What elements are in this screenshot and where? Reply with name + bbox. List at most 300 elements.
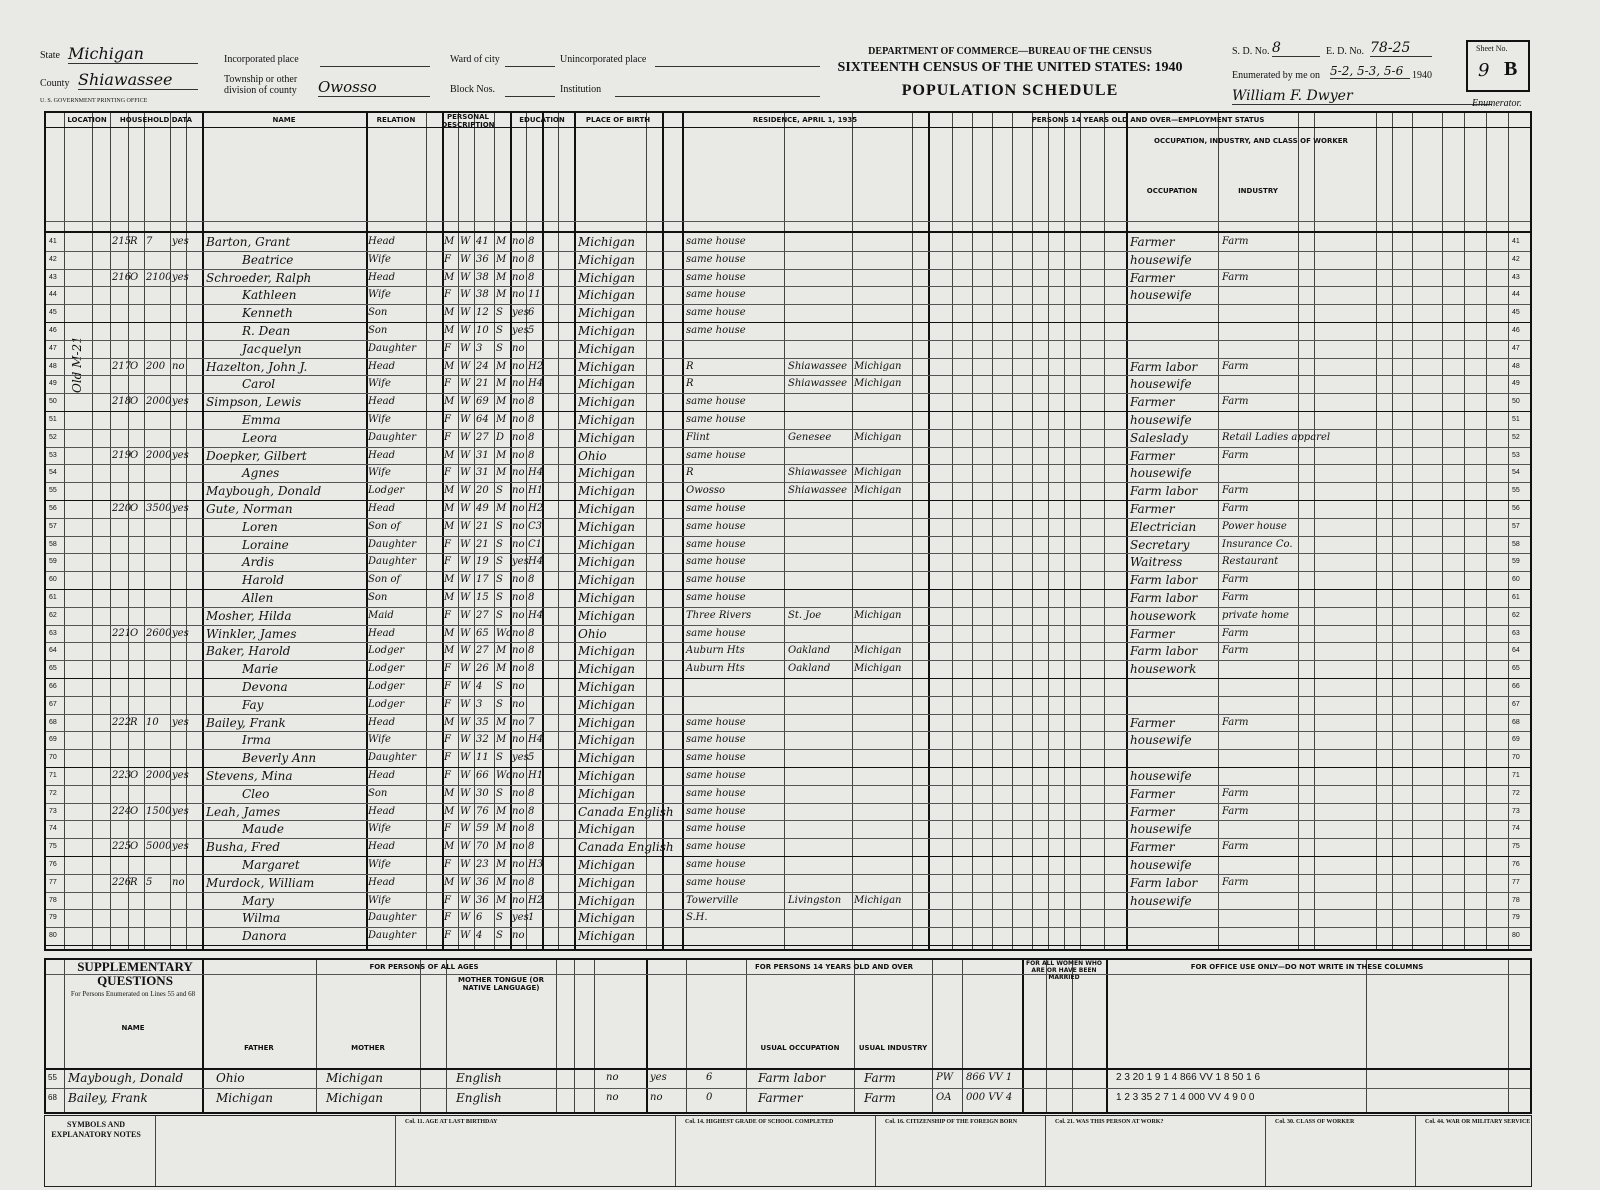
birthplace: Michigan	[578, 519, 635, 534]
residence-city: same house	[686, 574, 746, 586]
school-attendance: no	[512, 236, 525, 247]
supp-usual-industry: Farm	[864, 1071, 896, 1085]
sex: F	[444, 538, 451, 550]
line-number: 54	[1512, 469, 1520, 477]
race: W	[460, 592, 471, 603]
race: W	[460, 805, 471, 817]
line-number: 64	[49, 647, 57, 655]
home-value: 2000	[146, 449, 172, 461]
person-name: Doepker, Gilbert	[206, 448, 307, 463]
age: 17	[476, 574, 489, 586]
line-number: 71	[1512, 772, 1520, 779]
line-number: 49	[49, 380, 57, 388]
occupation: housewife	[1130, 893, 1192, 908]
grade: 5	[528, 325, 535, 336]
residence-state: Michigan	[854, 431, 902, 443]
residence-city: Auburn Hts	[686, 645, 745, 657]
birthplace: Michigan	[578, 377, 635, 392]
birthplace: Michigan	[578, 662, 635, 677]
enumerated-value: 5-2, 5-3, 5-6	[1330, 64, 1410, 79]
industry: Farm	[1222, 876, 1249, 888]
residence-city: R	[686, 378, 694, 390]
line-number: 57	[1512, 522, 1520, 530]
relation: Daughter	[368, 912, 416, 924]
occupation: Farm labor	[1130, 644, 1198, 659]
farm-indicator: O	[130, 271, 139, 283]
line-number: 77	[49, 878, 57, 886]
relation: Head	[368, 716, 396, 728]
relation: Head	[368, 627, 396, 639]
occupation: Farmer	[1130, 270, 1175, 285]
line-number: 66	[49, 683, 57, 690]
relation: Daughter	[368, 538, 416, 550]
person-name: Emma	[242, 413, 281, 427]
residence-county: St. Joe	[788, 609, 822, 621]
grade: H3	[528, 859, 544, 870]
school-attendance: no	[512, 627, 525, 639]
supp-code: 000 VV 4	[966, 1092, 1013, 1103]
school-attendance: no	[512, 609, 525, 621]
block-label: Block Nos.	[450, 84, 495, 95]
person-name: Marie	[242, 662, 279, 677]
rented-flag: yes	[172, 841, 189, 853]
rented-flag: yes	[172, 770, 189, 781]
marital-status: M	[496, 449, 507, 461]
age: 23	[476, 859, 489, 870]
home-value: 200	[146, 360, 166, 372]
house-number: 215	[112, 236, 132, 247]
line-number: 41	[1512, 238, 1520, 245]
marital-status: M	[496, 894, 507, 906]
grade: 1	[528, 912, 535, 924]
school-attendance: no	[512, 859, 525, 870]
house-number: 220	[112, 503, 132, 514]
birthplace: Canada English	[578, 804, 674, 819]
home-value: 3500	[146, 503, 172, 514]
race: W	[460, 645, 471, 657]
relation: Daughter	[368, 342, 416, 354]
person-name: Simpson, Lewis	[206, 395, 302, 410]
race: W	[460, 681, 471, 692]
line-number: 44	[1512, 291, 1520, 299]
school-attendance: no	[512, 396, 525, 408]
residence-state: Michigan	[854, 663, 902, 675]
race: W	[460, 485, 471, 497]
enumerator-value: William F. Dwyer	[1232, 88, 1492, 105]
sex: M	[444, 503, 455, 514]
rented-flag: yes	[172, 449, 189, 461]
birthplace: Michigan	[578, 822, 635, 837]
relation: Wife	[368, 823, 391, 835]
person-name: Danora	[242, 929, 287, 944]
grade: H1	[528, 485, 544, 497]
supplementary-section	[44, 958, 1532, 1114]
residence-city: R	[686, 467, 694, 479]
location-header: LOCATION	[67, 116, 107, 124]
notes-symbols: SYMBOLS AND EXPLANATORY NOTES	[51, 1120, 141, 1139]
marital-status: M	[496, 734, 507, 746]
occupation: Farmer	[1130, 448, 1175, 463]
person-name: Leora	[242, 430, 278, 445]
school-attendance: no	[512, 360, 525, 372]
industry: Farm	[1222, 645, 1249, 657]
marital-status: S	[496, 609, 503, 621]
supp-veteran: no	[606, 1072, 619, 1083]
home-value: 2600	[146, 627, 172, 639]
state-label: State	[40, 50, 60, 61]
sheet-number-box	[1466, 40, 1530, 92]
line-number: 52	[1512, 433, 1520, 441]
sex: F	[444, 609, 451, 621]
line-number: 80	[49, 932, 57, 940]
occupation: housewife	[1130, 822, 1192, 837]
institution-label: Institution	[560, 84, 602, 95]
residence-city: same house	[686, 289, 746, 301]
sex: M	[444, 805, 455, 817]
grade: 5	[528, 752, 535, 764]
house-number: 224	[112, 805, 132, 817]
sex: M	[444, 271, 455, 283]
race: W	[460, 538, 471, 550]
rented-flag: yes	[172, 396, 189, 408]
grade: 8	[528, 805, 535, 817]
race: W	[460, 787, 471, 799]
line-number: 73	[1512, 807, 1520, 815]
home-value: 2000	[146, 396, 172, 408]
marital-status: M	[496, 414, 507, 425]
relation: Wife	[368, 414, 391, 425]
school-attendance: no	[512, 770, 525, 781]
marital-status: M	[496, 841, 507, 853]
relation: Head	[368, 449, 396, 461]
school-attendance: yes	[512, 912, 529, 924]
notes-col30: Col. 30. CLASS OF WORKER	[1275, 1119, 1355, 1125]
marital-status: M	[496, 859, 507, 870]
relation: Lodger	[368, 698, 405, 710]
school-attendance: no	[512, 823, 525, 835]
industry: Farm	[1222, 236, 1249, 247]
marital-status: S	[496, 930, 503, 942]
enumerator-label: Enumerator.	[1472, 98, 1522, 109]
age: 36	[476, 253, 489, 265]
grade: 8	[528, 236, 535, 247]
school-attendance: no	[512, 841, 525, 853]
residence-county: Genesee	[788, 431, 832, 443]
house-number: 218	[112, 396, 132, 408]
age: 65	[476, 627, 489, 639]
farm-indicator: O	[130, 449, 139, 461]
line-number: 56	[1512, 505, 1520, 512]
birthplace: Michigan	[578, 875, 635, 890]
line-number: 76	[49, 861, 57, 868]
age: 19	[476, 556, 489, 568]
line-number: 68	[49, 718, 57, 726]
industry: Restaurant	[1222, 556, 1279, 568]
notes-col16: Col. 16. CITIZENSHIP OF THE FOREIGN BORN	[885, 1119, 1018, 1125]
person-name: Fay	[242, 697, 264, 712]
residence-city: same house	[686, 823, 746, 835]
school-attendance: no	[512, 467, 525, 479]
residence-city: same house	[686, 325, 746, 336]
residence-city: same house	[686, 859, 746, 870]
age: 6	[476, 912, 483, 924]
supp-veteran: no	[606, 1092, 619, 1103]
person-name: Harold	[242, 573, 285, 588]
line-number: 60	[1512, 576, 1520, 584]
grade: 8	[528, 592, 535, 603]
occupation: Farm labor	[1130, 875, 1198, 890]
supp-mother-birthplace: Michigan	[326, 1091, 383, 1105]
supp-class-of-worker: OA	[936, 1092, 952, 1103]
residence-city: R	[686, 360, 694, 372]
school-attendance: no	[512, 716, 525, 728]
birthplace: Michigan	[578, 929, 635, 944]
line-number: 80	[1512, 932, 1520, 940]
marital-status: S	[496, 681, 503, 692]
grade: H2	[528, 894, 544, 906]
marital-status: M	[496, 467, 507, 479]
ward-label: Ward of city	[450, 54, 500, 65]
relation-header: RELATION	[376, 116, 416, 124]
relation: Head	[368, 770, 396, 781]
occupation: Farmer	[1130, 715, 1175, 730]
residence-city: same house	[686, 236, 746, 247]
age: 4	[476, 930, 483, 942]
birthplace: Michigan	[578, 395, 635, 410]
industry: private home	[1222, 609, 1289, 621]
supp-language: English	[456, 1071, 502, 1085]
age: 12	[476, 307, 489, 319]
house-number: 216	[112, 271, 132, 283]
marital-status: S	[496, 342, 503, 354]
birthplace: Michigan	[578, 288, 635, 303]
line-number: 72	[49, 789, 57, 797]
school-attendance: no	[512, 574, 525, 586]
sex: F	[444, 752, 451, 764]
residence-county: Shiawassee	[788, 360, 848, 372]
person-name: Stevens, Mina	[206, 769, 293, 783]
industry: Retail Ladies apparel	[1222, 431, 1331, 443]
occupation: housework	[1130, 608, 1197, 623]
line-number: 41	[49, 238, 57, 245]
sex: M	[444, 841, 455, 853]
birthplace: Michigan	[578, 911, 635, 926]
line-number: 62	[1512, 611, 1520, 619]
marital-status: M	[496, 236, 507, 247]
line-number: 50	[49, 398, 57, 406]
house-number: 222	[112, 716, 132, 728]
sex: M	[444, 325, 455, 336]
school-attendance: no	[512, 449, 525, 461]
sex: F	[444, 378, 451, 390]
age: 31	[476, 449, 489, 461]
residence-city: same house	[686, 752, 746, 764]
occupation: housewife	[1130, 858, 1192, 872]
supp-social-security: no	[650, 1092, 663, 1103]
line-number: 67	[49, 700, 57, 708]
race: W	[460, 609, 471, 621]
line-number: 47	[1512, 344, 1520, 352]
line-number: 51	[49, 416, 57, 423]
supp-person-name: Maybough, Donald	[68, 1071, 184, 1085]
residence-state: Michigan	[854, 378, 902, 390]
occupation: Electrician	[1130, 519, 1197, 534]
line-number: 44	[49, 291, 57, 299]
marital-status: S	[496, 698, 503, 710]
person-name: Jacquelyn	[242, 341, 302, 356]
occupation-col-header: OCCUPATION	[1146, 187, 1198, 195]
sex: F	[444, 698, 451, 710]
person-name: Cleo	[242, 786, 270, 801]
line-number: 65	[1512, 665, 1520, 673]
farm-indicator: R	[130, 716, 138, 728]
birthplace: Michigan	[578, 359, 635, 374]
grade: 8	[528, 627, 535, 639]
line-number: 77	[1512, 878, 1520, 886]
birthplace: Michigan	[578, 680, 635, 694]
marital-status: M	[496, 503, 507, 514]
race: W	[460, 449, 471, 461]
age: 36	[476, 876, 489, 888]
race: W	[460, 716, 471, 728]
school-attendance: no	[512, 520, 525, 532]
relation: Daughter	[368, 752, 416, 764]
birthplace: Michigan	[578, 466, 635, 481]
race: W	[460, 342, 471, 354]
line-number: 49	[1512, 380, 1520, 388]
birthplace: Michigan	[578, 306, 635, 321]
marital-status: S	[496, 574, 503, 586]
supp-name-col: NAME	[121, 1024, 145, 1032]
occupation: Farmer	[1130, 804, 1175, 819]
marital-status: Wd	[496, 627, 513, 639]
supp-social-security: yes	[650, 1072, 667, 1083]
birthplace: Michigan	[578, 324, 635, 338]
grade: H4	[528, 467, 544, 479]
line-number: 54	[49, 469, 57, 477]
industry: Farm	[1222, 627, 1249, 639]
age: 49	[476, 503, 489, 514]
occupation: housewife	[1130, 288, 1192, 303]
marital-status: S	[496, 787, 503, 799]
relation: Son	[368, 307, 388, 319]
supp-line-number: 55	[48, 1073, 57, 1082]
supp-language-col: MOTHER TONGUE (OR NATIVE LANGUAGE)	[458, 976, 544, 992]
grade: 11	[528, 289, 541, 301]
home-value: 2000	[146, 770, 172, 781]
sex: M	[444, 876, 455, 888]
grade: 8	[528, 431, 535, 443]
marital-status: M	[496, 823, 507, 835]
occupation: Farmer	[1130, 840, 1175, 855]
home-value: 2100	[146, 271, 172, 283]
occupation: Farm labor	[1130, 359, 1198, 374]
age: 59	[476, 823, 489, 835]
industry: Farm	[1222, 841, 1249, 853]
relation: Wife	[368, 734, 391, 746]
person-name: Carol	[242, 377, 276, 392]
sex: M	[444, 627, 455, 639]
birthplace: Michigan	[578, 751, 635, 766]
township-label: Township or other division of county	[224, 74, 298, 96]
grade: 6	[528, 307, 535, 319]
sex: M	[444, 787, 455, 799]
grade: C3	[528, 520, 543, 532]
sheet-label: Sheet No.	[1476, 44, 1508, 53]
row-divider	[46, 696, 1530, 697]
residence-header: RESIDENCE, APRIL 1, 1935	[752, 116, 858, 124]
sex: M	[444, 396, 455, 408]
occupation: Farmer	[1130, 235, 1175, 249]
notes-col11: Col. 11. AGE AT LAST BIRTHDAY	[405, 1119, 498, 1125]
supp-office-codes: 1 2 3 35 2 7 1 4 000 VV 4 9 0 0	[1116, 1092, 1255, 1103]
industry: Farm	[1222, 805, 1249, 817]
industry: Farm	[1222, 485, 1249, 497]
sex: M	[444, 307, 455, 319]
occupation: Waitress	[1130, 555, 1183, 570]
row-divider	[46, 945, 1530, 946]
sex: F	[444, 823, 451, 835]
grade: 8	[528, 787, 535, 799]
ed-label: E. D. No.	[1326, 46, 1365, 57]
occupation: housewife	[1130, 377, 1192, 392]
occupation: housewife	[1130, 733, 1192, 748]
residence-city: same house	[686, 556, 746, 568]
grade: 8	[528, 663, 535, 675]
age: 4	[476, 681, 483, 692]
race: W	[460, 325, 471, 336]
school-attendance: no	[512, 698, 525, 710]
sheet-side: B	[1504, 58, 1518, 80]
race: W	[460, 467, 471, 479]
supp-usual-occ-col: USUAL OCCUPATION	[760, 1044, 840, 1052]
industry: Insurance Co.	[1222, 538, 1293, 550]
farm-indicator: O	[130, 805, 139, 817]
residence-state: Michigan	[854, 485, 902, 497]
industry: Farm	[1222, 396, 1249, 408]
residence-county: Shiawassee	[788, 467, 848, 479]
line-number: 42	[49, 255, 57, 263]
grade: 8	[528, 253, 535, 265]
sex: F	[444, 342, 451, 354]
home-value: 1500	[146, 805, 172, 817]
age: 24	[476, 360, 489, 372]
township-value: Owosso	[318, 78, 430, 97]
sex: M	[444, 520, 455, 532]
birthplace: Michigan	[578, 341, 635, 356]
line-number: 75	[49, 843, 57, 851]
race: W	[460, 574, 471, 586]
birthplace: Michigan	[578, 555, 635, 570]
birthplace: Michigan	[578, 537, 635, 552]
rented-flag: no	[172, 360, 185, 372]
sex: M	[444, 592, 455, 603]
birthplace: Michigan	[578, 270, 635, 285]
grade: C1	[528, 538, 543, 550]
occupation: Farmer	[1130, 395, 1175, 410]
sex: F	[444, 770, 451, 781]
age: 10	[476, 325, 489, 336]
occupation-group-header: OCCUPATION, INDUSTRY, AND CLASS OF WORKER	[1154, 137, 1348, 145]
school-attendance: no	[512, 663, 525, 675]
race: W	[460, 503, 471, 514]
residence-city: same house	[686, 627, 746, 639]
residence-city: same house	[686, 414, 746, 425]
relation: Head	[368, 360, 396, 372]
person-name: Baker, Harold	[206, 644, 291, 659]
school-attendance: yes	[512, 752, 529, 764]
school-attendance: no	[512, 431, 525, 443]
